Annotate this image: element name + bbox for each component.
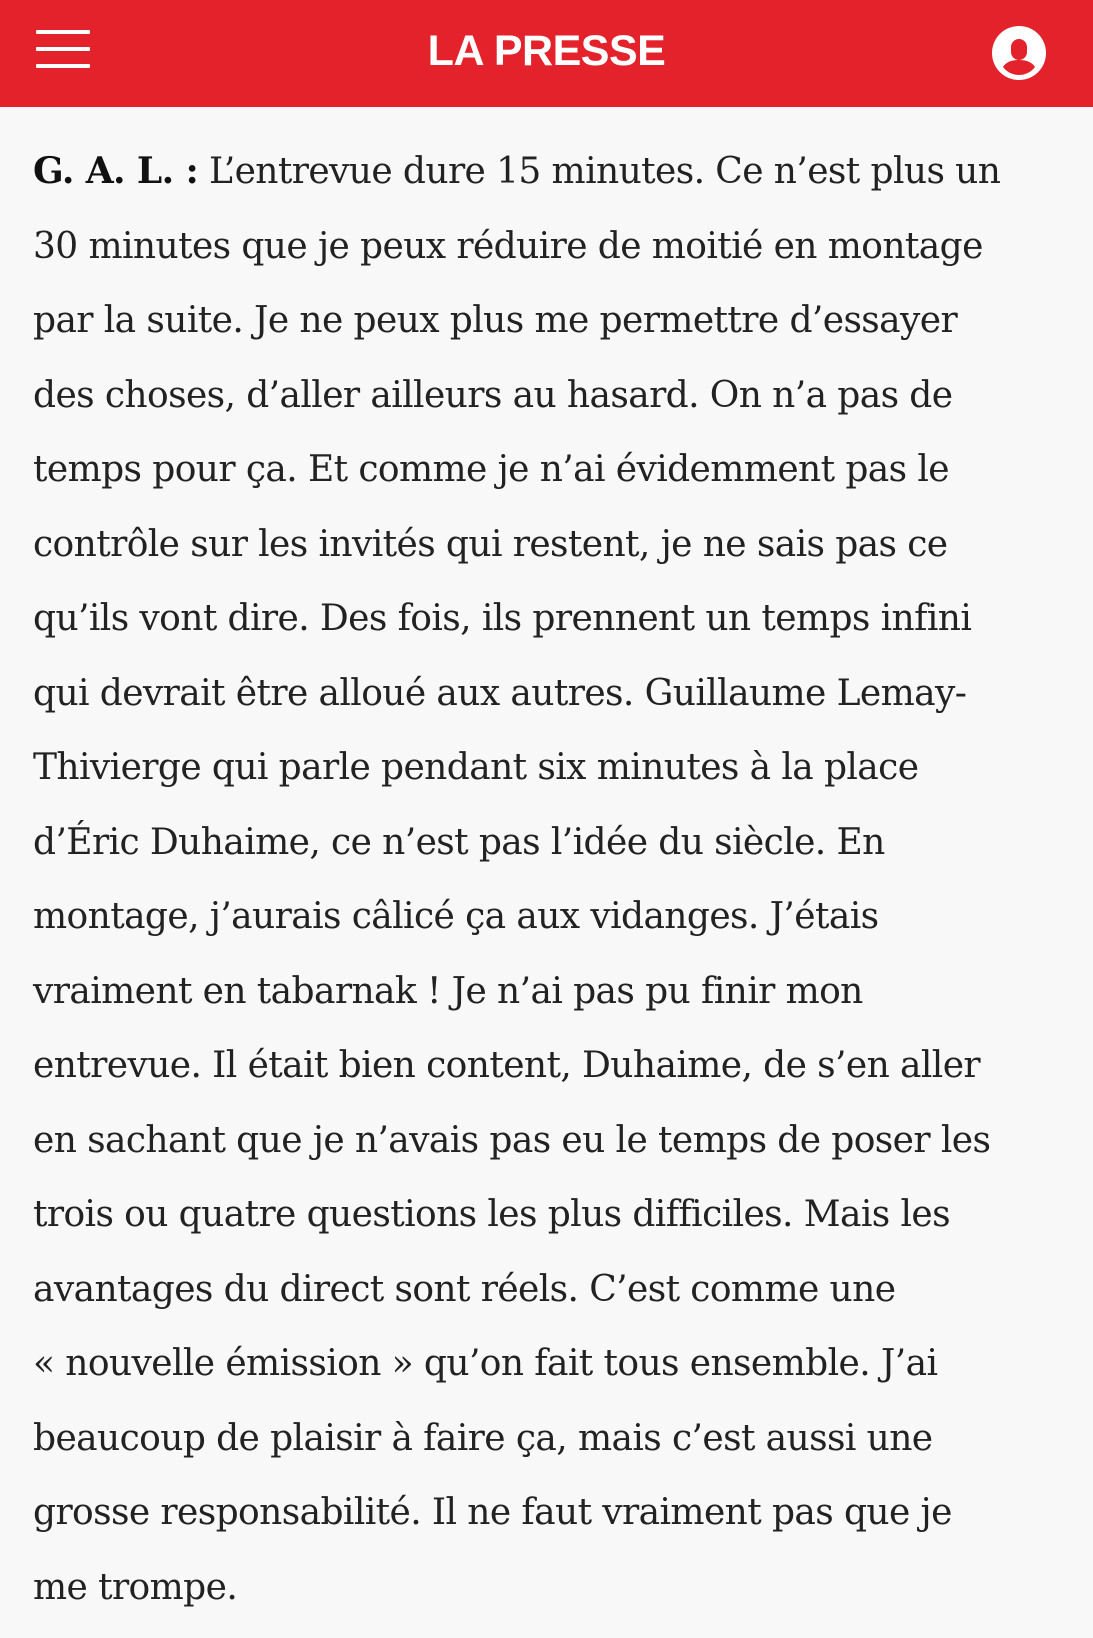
- article-line: entrevue. Il était bien content, Duhaime, de s’en aller: [33, 1045, 981, 1086]
- article-line: grosse responsabilité. Il ne faut vraiment pas que je: [33, 1492, 952, 1533]
- article-line: qu’ils vont dire. Des fois, ils prennent un temps infini: [33, 598, 972, 639]
- speaker-label: G. A. L. :: [33, 150, 199, 192]
- article-line: Thivierge qui parle pendant six minutes à la place: [33, 747, 919, 788]
- article-line: beaucoup de plaisir à faire ça, mais c’est aussi une: [33, 1417, 933, 1459]
- top-navigation-bar: [0, 0, 1093, 107]
- article-line: contrôle sur les invités qui restent, je ne sais pas ce: [33, 523, 948, 565]
- article-line: trois ou quatre questions les plus difficiles. Mais les: [33, 1194, 950, 1235]
- article-line-text: L’entrevue dure 15 minutes. Ce n’est plus un: [198, 151, 1001, 192]
- user-account-icon: [992, 26, 1046, 80]
- article-line: me trompe.: [33, 1566, 238, 1608]
- article-line: vraiment en tabarnak ! Je n’ai pas pu finir mon: [33, 970, 863, 1012]
- site-logo[interactable]: LA PRESSE: [427, 27, 666, 75]
- article-line: temps pour ça. Et comme je n’ai évidemment pas le: [33, 449, 949, 490]
- article-line: [33, 134, 1073, 210]
- article-line: d’Éric Duhaime, ce n’est pas l’idée du siècle. En: [33, 821, 885, 863]
- account-button[interactable]: [992, 26, 1046, 80]
- article-body: [33, 134, 1073, 1625]
- article-line: montage, j’aurais câlicé ça aux vidanges. J’étais: [33, 896, 879, 937]
- article-line: par la suite. Je ne peux plus me permettre d’essayer: [33, 300, 958, 341]
- article-line: des choses, d’aller ailleurs au hasard. On n’a pas de: [33, 374, 953, 416]
- article-line: qui devrait être alloué aux autres. Guillaume Lemay-: [33, 672, 967, 714]
- article-line: avantages du direct sont réels. C’est comme une: [33, 1268, 896, 1310]
- article-line: 30 minutes que je peux réduire de moitié en montage: [33, 225, 983, 267]
- article-line: en sachant que je n’avais pas eu le temps de poser les: [33, 1119, 991, 1161]
- article-line: « nouvelle émission » qu’on fait tous ensemble. J’ai: [33, 1343, 938, 1384]
